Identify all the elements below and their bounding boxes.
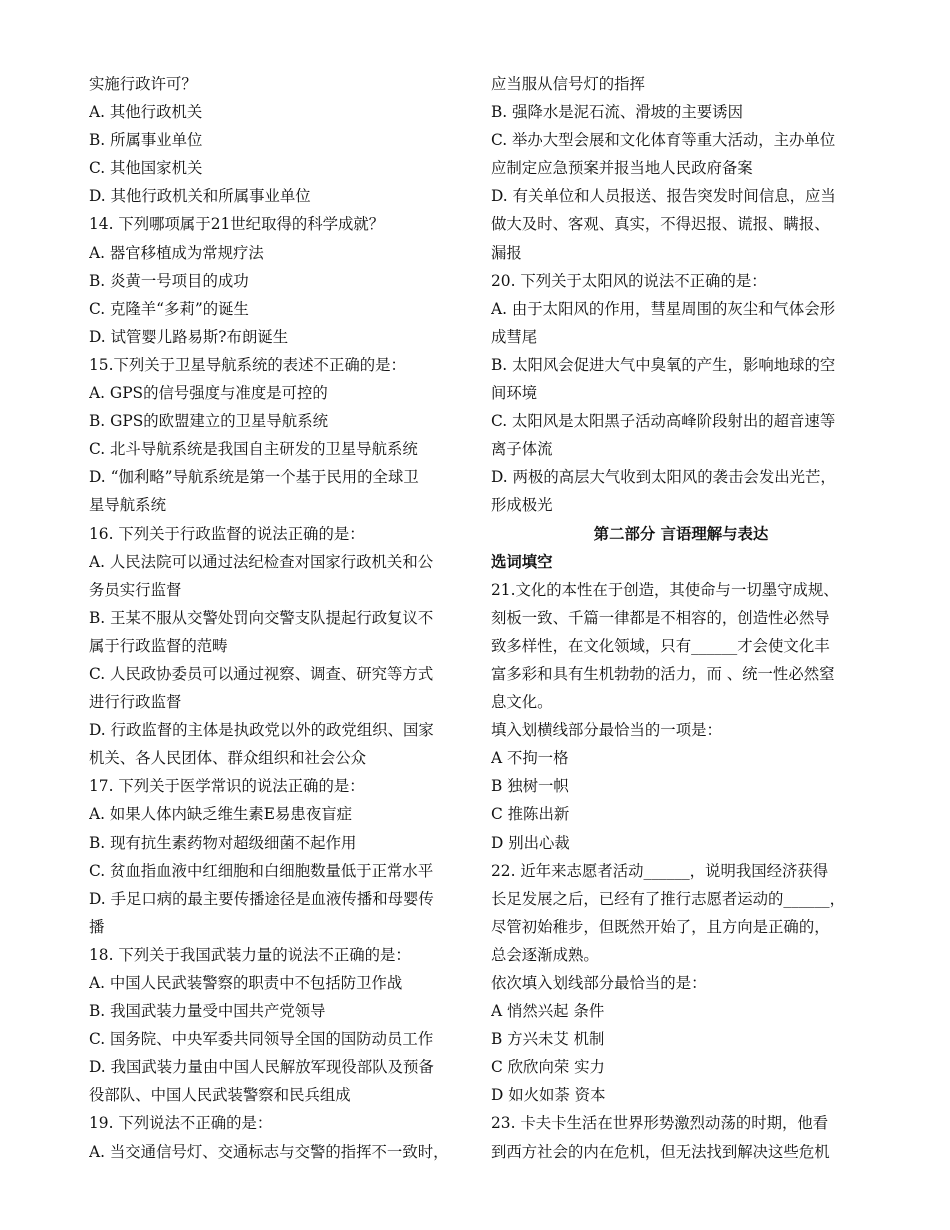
answer-option: D. 其他行政机关和所属事业单位: [89, 187, 311, 206]
text-line: 役部队、中国人民武装警察和民兵组成: [89, 1086, 351, 1105]
answer-option: A. 由于太阳风的作用，彗星周围的灰尘和气体会形: [491, 299, 836, 318]
text-line: 尽管初始稚步，但既然开始了，且方向是正确的，: [491, 917, 830, 936]
answer-option: C. 其他国家机关: [89, 159, 203, 178]
answer-option: D 别出心裁: [491, 833, 570, 852]
answer-option: A. GPS的信号强度与准度是可控的: [89, 384, 328, 403]
answer-option: D. 行政监督的主体是执政党以外的政党组织、国家: [89, 721, 434, 740]
text-line: 息文化。: [491, 693, 553, 712]
question-14: 14. 下列哪项属于21世纪取得的科学成就？: [89, 215, 385, 234]
question-23: 23. 卡夫卡生活在世界形势激烈动荡的时期，他看: [491, 1114, 829, 1133]
answer-option: A. 如果人体内缺乏维生素E易患夜盲症: [89, 805, 352, 824]
answer-option: C. 北斗导航系统是我国自主研发的卫星导航系统: [89, 440, 418, 459]
question-17: 17. 下列关于医学常识的说法正确的是：: [89, 777, 365, 796]
text-line: 实施行政许可？: [89, 75, 197, 93]
answer-option: B. 强降水是泥石流、滑坡的主要诱因: [491, 103, 743, 122]
question-22: 22. 近年来志愿者活动______，说明我国经济获得: [491, 861, 829, 880]
answer-option: C. 人民政协委员可以通过视察、调查、研究等方式: [89, 664, 434, 683]
text-line: 间环境: [491, 384, 538, 403]
question-15: 15.下列关于卫星导航系统的表述不正确的是：: [89, 355, 406, 374]
answer-option: D. 试管婴儿路易斯?布朗诞生: [89, 327, 289, 346]
text-line: 长足发展之后，已经有了推行志愿者运动的______，: [491, 889, 845, 908]
answer-option: A. 中国人民武装警察的职责中不包括防卫作战: [89, 974, 403, 992]
text-line: 属于行政监督的范畴: [89, 636, 228, 655]
answer-option: A 不拘一格: [491, 749, 569, 768]
instruction-line: 填入划横线部分最恰当的一项是：: [491, 721, 722, 740]
answer-option: B 方兴未艾 机制: [491, 1030, 605, 1049]
answer-option: D. 有关单位和人员报送、报告突发时间信息，应当: [491, 187, 836, 206]
answer-option: B. GPS的欧盟建立的卫星导航系统: [89, 412, 328, 431]
answer-option: C. 贫血指血液中红细胞和白细胞数量低于正常水平: [89, 861, 434, 880]
answer-option: B. 我国武装力量受中国共产党领导: [89, 1002, 326, 1021]
answer-option: D. 两极的高层大气收到太阳风的袭击会发出光芒，: [491, 468, 836, 487]
instruction-line: 依次填入划线部分最恰当的是：: [491, 974, 707, 992]
answer-option: A. 当交通信号灯、交通标志与交警的指挥不一致时，: [89, 1142, 449, 1161]
section-heading: 第二部分 言语理解与表达: [593, 524, 769, 543]
text-line: 离子体流: [491, 440, 553, 459]
answer-option: C 欣欣向荣 实力: [491, 1058, 605, 1077]
answer-option: A 悄然兴起 条件: [491, 1002, 605, 1021]
text-line: 播: [89, 917, 105, 936]
text-line: 致多样性，在文化领域，只有______才会使文化丰: [491, 636, 830, 655]
text-line: 务员实行监督: [89, 580, 182, 599]
answer-option: A. 器官移植成为常规疗法: [89, 243, 264, 262]
text-line: 做大及时、客观、真实，不得迟报、谎报、瞒报、: [491, 215, 830, 234]
answer-option: D. 我国武装力量由中国人民解放军现役部队及预备: [89, 1058, 434, 1077]
question-16: 16. 下列关于行政监督的说法正确的是：: [89, 524, 365, 543]
text-line: 应当服从信号灯的指挥: [491, 75, 645, 93]
text-line: 机关、各人民团体、群众组织和社会公众: [89, 749, 367, 768]
answer-option: D. 手足口病的最主要传播途径是血液传播和母婴传: [89, 889, 434, 908]
answer-option: A. 其他行政机关: [89, 103, 203, 122]
answer-option: C. 太阳风是太阳黑子活动高峰阶段射出的超音速等: [491, 412, 836, 431]
answer-option: C. 克隆羊“多莉”的诞生: [89, 299, 249, 318]
answer-option: D 如火如荼 资本: [491, 1086, 606, 1105]
text-line: 总会逐渐成熟。: [491, 945, 599, 964]
text-line: 形成极光: [491, 496, 553, 515]
right-column: [491, 70, 871, 1166]
text-line: 到西方社会的内在危机，但无法找到解决这些危机: [491, 1142, 830, 1161]
subsection-heading: 选词填空: [491, 552, 553, 571]
text-line: 应制定应急预案并报当地人民政府备案: [491, 159, 753, 178]
answer-option: D. “伽利略”导航系统是第一个基于民用的全球卫: [89, 468, 419, 487]
answer-option: B. 炎黄一号项目的成功: [89, 271, 249, 290]
left-column: [89, 70, 469, 1166]
question-19: 19. 下列说法不正确的是：: [89, 1114, 273, 1133]
text-line: 漏报: [491, 243, 522, 262]
question-20: 20. 下列关于太阳风的说法不正确的是：: [491, 271, 767, 290]
answer-option: B. 所属事业单位: [89, 131, 203, 150]
question-21: 21.文化的本性在于创造，其使命与一切墨守成规、: [491, 580, 839, 599]
answer-option: C. 国务院、中央军委共同领导全国的国防动员工作: [89, 1030, 434, 1049]
text-line: 星导航系统: [89, 496, 166, 515]
answer-option: A. 人民法院可以通过法纪检查对国家行政机关和公: [89, 552, 434, 571]
text-line: 成彗尾: [491, 327, 538, 346]
text-line: 进行行政监督: [89, 693, 182, 712]
answer-option: B. 王某不服从交警处罚向交警支队提起行政复议不: [89, 608, 434, 627]
answer-option: B. 现有抗生素药物对超级细菌不起作用: [89, 833, 357, 852]
answer-option: B 独树一帜: [491, 777, 569, 796]
answer-option: C. 举办大型会展和文化体育等重大活动，主办单位: [491, 131, 836, 150]
answer-option: B. 太阳风会促进大气中臭氧的产生，影响地球的空: [491, 355, 836, 374]
question-18: 18. 下列关于我国武装力量的说法不正确的是：: [89, 945, 411, 964]
text-line: 富多彩和具有生机勃勃的活力，而 、统一性必然窒: [491, 664, 835, 683]
text-line: 刻板一致、千篇一律都是不相容的，创造性必然导: [491, 608, 830, 627]
answer-option: C 推陈出新: [491, 805, 570, 824]
